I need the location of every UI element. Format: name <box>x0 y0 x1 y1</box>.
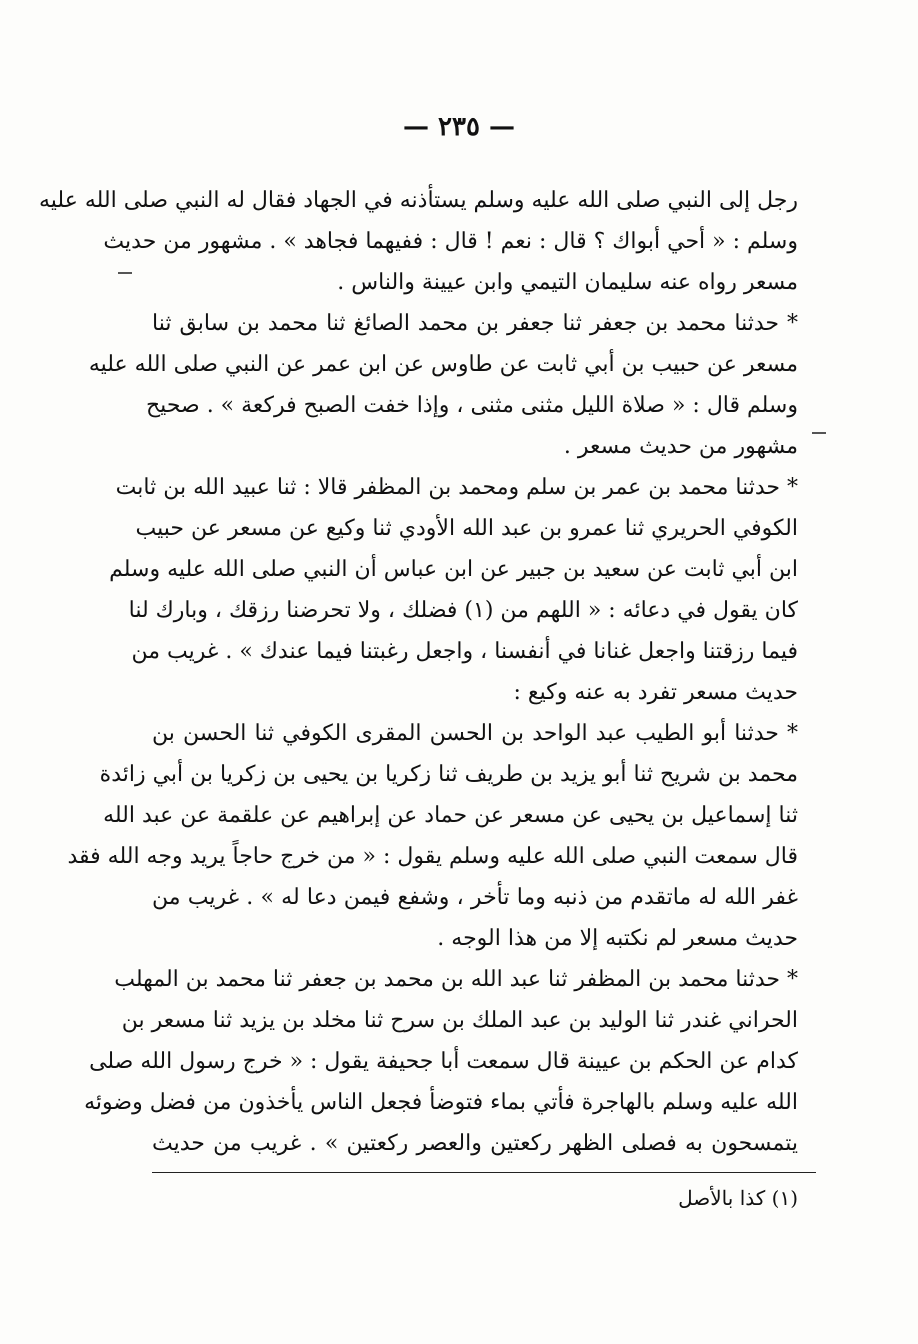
text-line: * حدثنا محمد بن جعفر ثنا جعفر بن محمد الصائغ ثنا محمد بن سابق ثنا <box>152 311 798 336</box>
margin-mark <box>812 432 826 434</box>
text-line: مشهور من حديث مسعر . <box>563 434 798 459</box>
text-line: حديث مسعر تفرد به عنه وكيع : <box>513 680 798 705</box>
text-line: ثنا إسماعيل بن يحيى عن مسعر عن حماد عن إبراهيم عن علقمة عن عبد الله <box>103 803 798 828</box>
main-text <box>39 180 798 1164</box>
text-line: محمد بن شريح ثنا أبو يزيد بن طريف ثنا زكريا بن يحيى بن زكريا بن أبي زائدة <box>99 762 798 787</box>
text-line: رجل إلى النبي صلى الله عليه وسلم يستأذنه في الجهاد فقال له النبي صلى الله عليه <box>39 188 798 213</box>
text-line: وسلم : « أحي أبواك ؟ قال : نعم ! قال : ففيهما فجاهد » . مشهور من حديث <box>103 229 798 254</box>
text-line: * حدثنا محمد بن المظفر ثنا عبد الله بن محمد بن جعفر ثنا محمد بن المهلب <box>114 967 798 992</box>
text-line: كدام عن الحكم بن عيينة قال سمعت أبا جحيفة يقول : « خرج رسول الله صلى <box>89 1049 798 1074</box>
text-line: كان يقول في دعائه : « اللهم من (١) فضلك ، ولا تحرضنا رزقك ، وبارك لنا <box>128 598 798 623</box>
text-line: ابن أبي ثابت عن سعيد بن جبير عن ابن عباس أن النبي صلى الله عليه وسلم <box>109 557 798 582</box>
text-line: غفر الله له ماتقدم من ذنبه وما تأخر ، وشفع فيمن دعا له » . غريب من <box>152 885 798 910</box>
page-number: — ٢٣٥ — <box>402 112 516 142</box>
footnote-divider <box>152 1172 816 1173</box>
text-line: مسعر رواه عنه سليمان التيمي وابن عيينة والناس . <box>337 270 798 295</box>
text-line: الله عليه وسلم بالهاجرة فأتي بماء فتوضأ فجعل الناس يأخذون من فضل وضوئه <box>84 1090 798 1115</box>
footnote: (١) كذا بالأصل <box>678 1186 798 1210</box>
text-line: الحراني غندر ثنا الوليد بن عبد الملك بن سرح ثنا مخلد بن يزيد ثنا مسعر بن <box>121 1008 798 1033</box>
text-line: وسلم قال : « صلاة الليل مثنى مثنى ، وإذا خفت الصبح فركعة » . صحيح <box>145 393 798 418</box>
text-line: يتمسحون به فصلى الظهر ركعتين والعصر ركعتين » . غريب من حديث <box>152 1131 798 1156</box>
text-line: الكوفي الحريري ثنا عمرو بن عبد الله الأودي ثنا وكيع عن مسعر عن حبيب <box>135 516 798 541</box>
text-line: قال سمعت النبي صلى الله عليه وسلم يقول : « من خرج حاجاً يريد وجه الله فقد <box>67 844 798 869</box>
text-line: فيما رزقتنا واجعل غنانا في أنفسنا ، واجعل رغبتنا فيما عندك » . غريب من <box>131 639 798 664</box>
text-line: مسعر عن حبيب بن أبي ثابت عن طاوس عن ابن عمر عن النبي صلى الله عليه <box>88 352 798 377</box>
text-line: حديث مسعر لم نكتبه إلا من هذا الوجه . <box>437 926 798 951</box>
text-line: * حدثنا محمد بن عمر بن سلم ومحمد بن المظفر قالا : ثنا عبيد الله بن ثابت <box>115 475 798 500</box>
margin-mark <box>118 272 132 274</box>
text-line: * حدثنا أبو الطيب عبد الواحد بن الحسن المقرى الكوفي ثنا الحسن بن <box>152 721 798 746</box>
